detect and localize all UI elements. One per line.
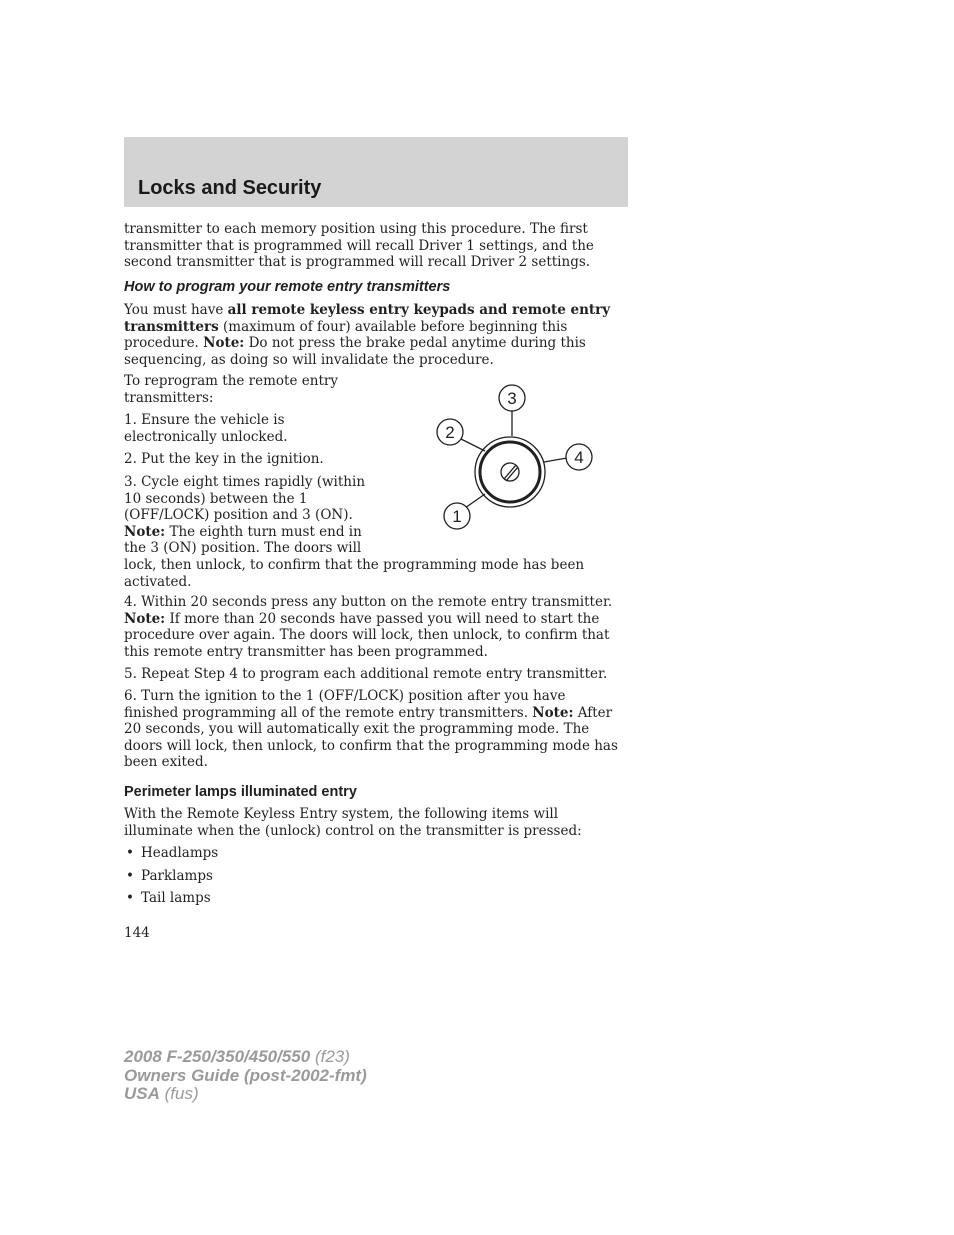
document-footer: 2008 F-250/350/450/550 (f23) Owners Guide (post-2002-fmt) USA (fus) [124,1047,367,1103]
step-5: 5. Repeat Step 4 to program each additional remote entry transmitter. [124,666,608,682]
position-2-label: 2 [445,423,455,442]
perimeter-paragraph: With the Remote Keyless Entry system, the following items will illuminate when the (unlock) control on the transmitter is pressed: [124,806,582,839]
position-3-callout [499,385,525,436]
section-title: Locks and Security [138,177,322,199]
position-4-label: 4 [574,448,584,467]
position-1-label: 1 [452,507,462,526]
list-item: • Tail lamps [126,890,211,906]
list-item: • Headlamps [126,845,219,861]
step-1: 1. Ensure the vehicle is electronically unlocked. [124,412,288,445]
subheading-perimeter-lamps: Perimeter lamps illuminated entry [124,784,357,800]
ignition-switch-diagram [430,380,600,540]
step-6: 6. Turn the ignition to the 1 (OFF/LOCK) position after you have finished programming all of the remote entry transmitters. Note: After 20 seconds, you will automatically exit the programming mode. The doors will lock, then unlock, to confirm that the programming mode has been exited. [124,688,618,771]
position-4-callout [544,444,592,470]
step-2: 2. Put the key in the ignition. [124,451,324,467]
list-item: • Parklamps [126,868,213,884]
section-header-band [124,137,628,207]
step-3: 3. Cycle eight times rapidly (within 10 seconds) between the 1 (OFF/LOCK) position and 3 (ON). Note: The eighth turn must end in the 3 (ON) position. The doors will lock, then unlock, to confirm that the programming mode has been activated. [124,474,585,590]
position-1-callout [444,494,485,529]
reprogram-intro: To reprogram the remote entry transmitters: [124,373,338,406]
step-4: 4. Within 20 seconds press any button on the remote entry transmitter. Note: If more than 20 seconds have passed you will need to start the procedure over again. The doors will lock, then unlock, to confirm that this remote entry transmitter has been programmed. [124,594,613,660]
ignition-lock-cylinder [475,437,545,507]
position-3-label: 3 [507,389,517,408]
intro-paragraph: transmitter to each memory position using this procedure. The first transmitter that is programmed will recall Driver 1 settings, and the second transmitter that is programmed will recall Driver 2 settings. [124,221,594,271]
requirements-paragraph: You must have all remote keyless entry keypads and remote entry transmitters (maximum of four) available before beginning this procedure. Note: Do not press the brake pedal anytime during this sequencing, as doing so will invalidate the procedure. [124,302,611,368]
position-2-callout [437,419,485,451]
page-number: 144 [124,925,150,941]
subheading-program-transmitters: How to program your remote entry transmitters [124,279,451,295]
